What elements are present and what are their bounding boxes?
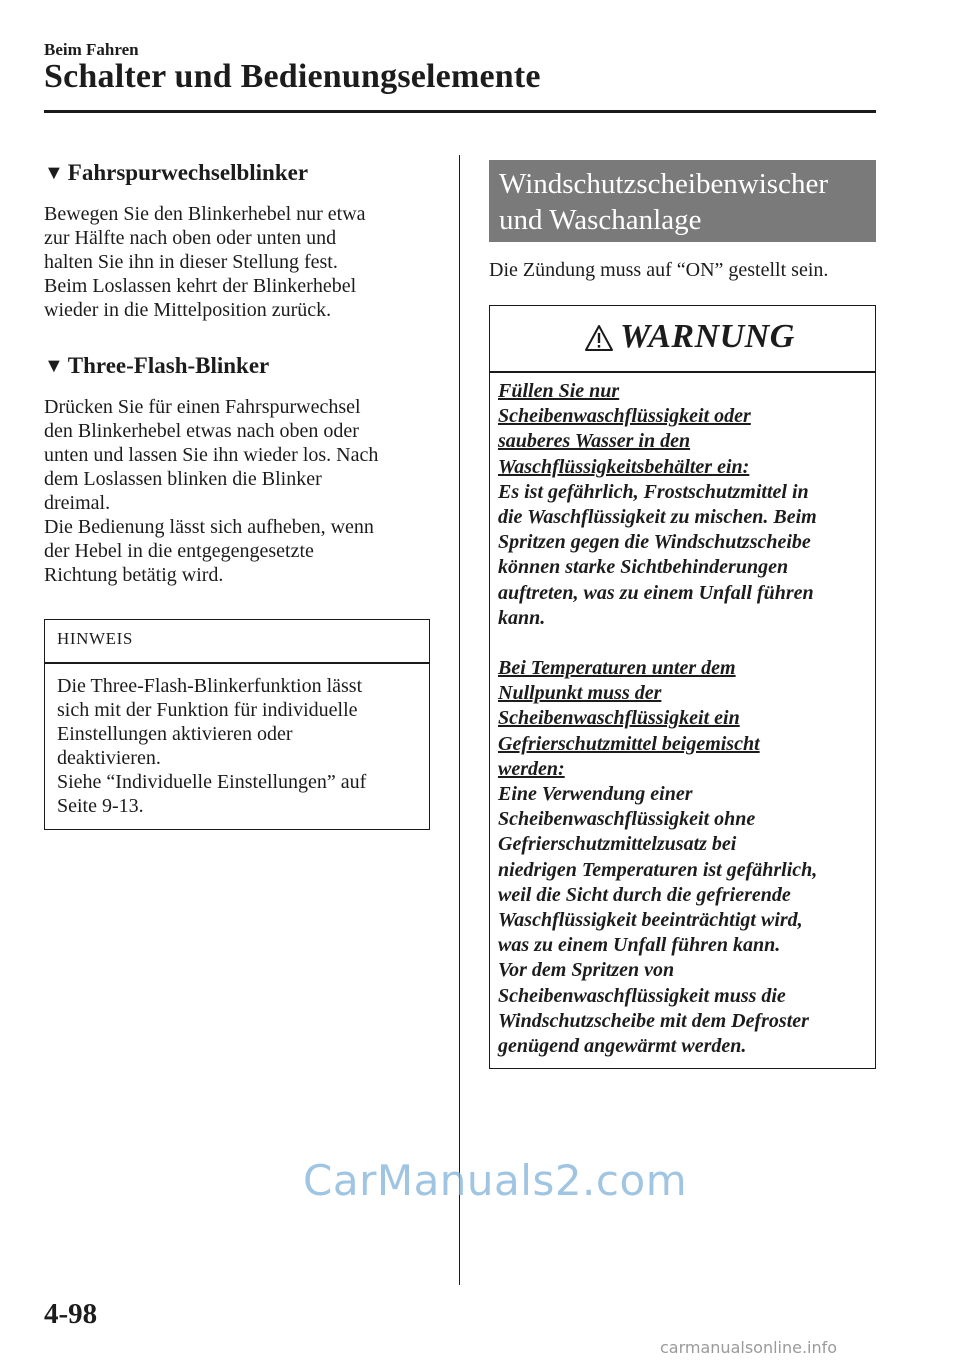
warning-triangle-icon bbox=[584, 324, 614, 352]
watermark-logo: CarManuals2.com bbox=[303, 1156, 688, 1205]
warning-line: Gefrierschutzmittelzusatz bei bbox=[498, 833, 737, 856]
banner-line: und Waschanlage bbox=[499, 204, 702, 236]
text-line: Seite 9-13. bbox=[57, 795, 144, 817]
warning-line: niedrigen Temperaturen ist gefährlich, bbox=[498, 858, 818, 881]
warning-lead-line: Gefrierschutzmittel beigemischt bbox=[498, 732, 760, 755]
intro-text: Die Zündung muss auf “ON” gestellt sein. bbox=[489, 259, 829, 281]
text-line: Die Three-Flash-Blinkerfunktion lässt bbox=[57, 675, 363, 697]
triangle-bullet-icon: ▼ bbox=[44, 355, 64, 377]
triangle-bullet-icon: ▼ bbox=[44, 162, 64, 184]
text-line: dem Loslassen blinken die Blinker bbox=[44, 468, 322, 490]
site-watermark: carmanualsonline.info bbox=[660, 1338, 838, 1357]
warning-lead-line: Nullpunkt muss der bbox=[498, 682, 662, 705]
warning-line: können starke Sichtbehinderungen bbox=[498, 556, 789, 579]
note-title: HINWEIS bbox=[57, 629, 133, 648]
warning-divider bbox=[490, 371, 875, 373]
text-line: dreimal. bbox=[44, 492, 111, 514]
warning-box bbox=[489, 305, 876, 1069]
text-line: Die Bedienung lässt sich aufheben, wenn bbox=[44, 516, 374, 538]
text-line: Bewegen Sie den Blinkerhebel nur etwa bbox=[44, 203, 366, 225]
text-line: zur Hälfte nach oben oder unten und bbox=[44, 227, 337, 249]
warning-line: Vor dem Spritzen von bbox=[498, 959, 675, 982]
paragraph-fahrspurwechsel bbox=[44, 202, 366, 322]
text-line: unten und lassen Sie ihn wieder los. Nach bbox=[44, 444, 379, 466]
text-line: halten Sie ihn in dieser Stellung fest. bbox=[44, 251, 338, 273]
warning-line: genügend angewärmt werden. bbox=[498, 1035, 747, 1058]
warning-lead-line: Füllen Sie nur bbox=[498, 380, 620, 402]
section-banner bbox=[489, 160, 876, 242]
warning-line: Spritzen gegen die Windschutzscheibe bbox=[498, 531, 811, 554]
text-line: Beim Loslassen kehrt der Blinkerhebel bbox=[44, 275, 357, 297]
heading-fahrspurwechselblinker bbox=[44, 160, 308, 186]
text-line: den Blinkerhebel etwas nach oben oder bbox=[44, 420, 359, 442]
note-text bbox=[57, 674, 366, 818]
chapter-title: Schalter und Bedienungselemente bbox=[44, 58, 541, 95]
warning-line: was zu einem Unfall führen kann. bbox=[498, 934, 781, 957]
text-line: Siehe “Individuelle Einstellungen” auf bbox=[57, 771, 367, 793]
column-divider bbox=[459, 155, 460, 1285]
warning-block-freezing-temperatures bbox=[498, 656, 817, 1059]
section-label: Beim Fahren bbox=[44, 40, 139, 59]
note-divider bbox=[45, 662, 429, 664]
heading-text: Fahrspurwechselblinker bbox=[67, 160, 309, 185]
warning-header bbox=[490, 306, 875, 371]
text-line: Richtung betätig wird. bbox=[44, 564, 224, 586]
banner-line: Windschutzscheibenwischer bbox=[499, 168, 828, 200]
heading-three-flash-blinker bbox=[44, 353, 269, 379]
warning-lead-line: Waschflüssigkeitsbehälter ein: bbox=[498, 455, 750, 478]
text-line: Einstellungen aktivieren oder bbox=[57, 723, 293, 745]
warning-lead-line: Scheibenwaschflüssigkeit oder bbox=[498, 405, 751, 428]
text-line: Drücken Sie für einen Fahrspurwechsel bbox=[44, 396, 361, 418]
header-rule bbox=[44, 110, 876, 113]
warning-line: Waschflüssigkeit beeinträchtigt wird, bbox=[498, 909, 803, 932]
warning-line: die Waschflüssigkeit zu mischen. Beim bbox=[498, 506, 817, 529]
warning-lead-line: Scheibenwaschflüssigkeit ein bbox=[498, 707, 740, 730]
warning-line: auftreten, was zu einem Unfall führen bbox=[498, 581, 814, 604]
warning-line: Eine Verwendung einer bbox=[498, 783, 693, 806]
warning-line: kann. bbox=[498, 606, 546, 629]
warning-title: WARNUNG bbox=[620, 318, 795, 355]
text-line: wieder in die Mittelposition zurück. bbox=[44, 299, 332, 321]
warning-line: weil die Sicht durch die gefrierende bbox=[498, 883, 791, 906]
warning-lead-line: Bei Temperaturen unter dem bbox=[498, 657, 736, 679]
paragraph-three-flash bbox=[44, 395, 378, 587]
warning-lead-line: sauberes Wasser in den bbox=[498, 430, 691, 453]
text-line: deaktivieren. bbox=[57, 747, 161, 769]
section-banner-title bbox=[499, 166, 866, 238]
warning-line: Scheibenwaschflüssigkeit ohne bbox=[498, 808, 756, 831]
warning-line: Es ist gefährlich, Frostschutzmittel in bbox=[498, 480, 809, 503]
warning-block-antifreeze-mix bbox=[498, 379, 817, 631]
text-line: sich mit der Funktion für individuelle bbox=[57, 699, 358, 721]
warning-lead-line: werden: bbox=[498, 757, 565, 780]
note-box bbox=[44, 619, 430, 830]
warning-line: Scheibenwaschflüssigkeit muss die bbox=[498, 984, 786, 1007]
text-line: der Hebel in die entgegengesetzte bbox=[44, 540, 314, 562]
warning-line: Windschutzscheibe mit dem Defroster bbox=[498, 1009, 809, 1032]
page-number: 4-98 bbox=[44, 1298, 98, 1330]
heading-text: Three-Flash-Blinker bbox=[67, 353, 270, 378]
